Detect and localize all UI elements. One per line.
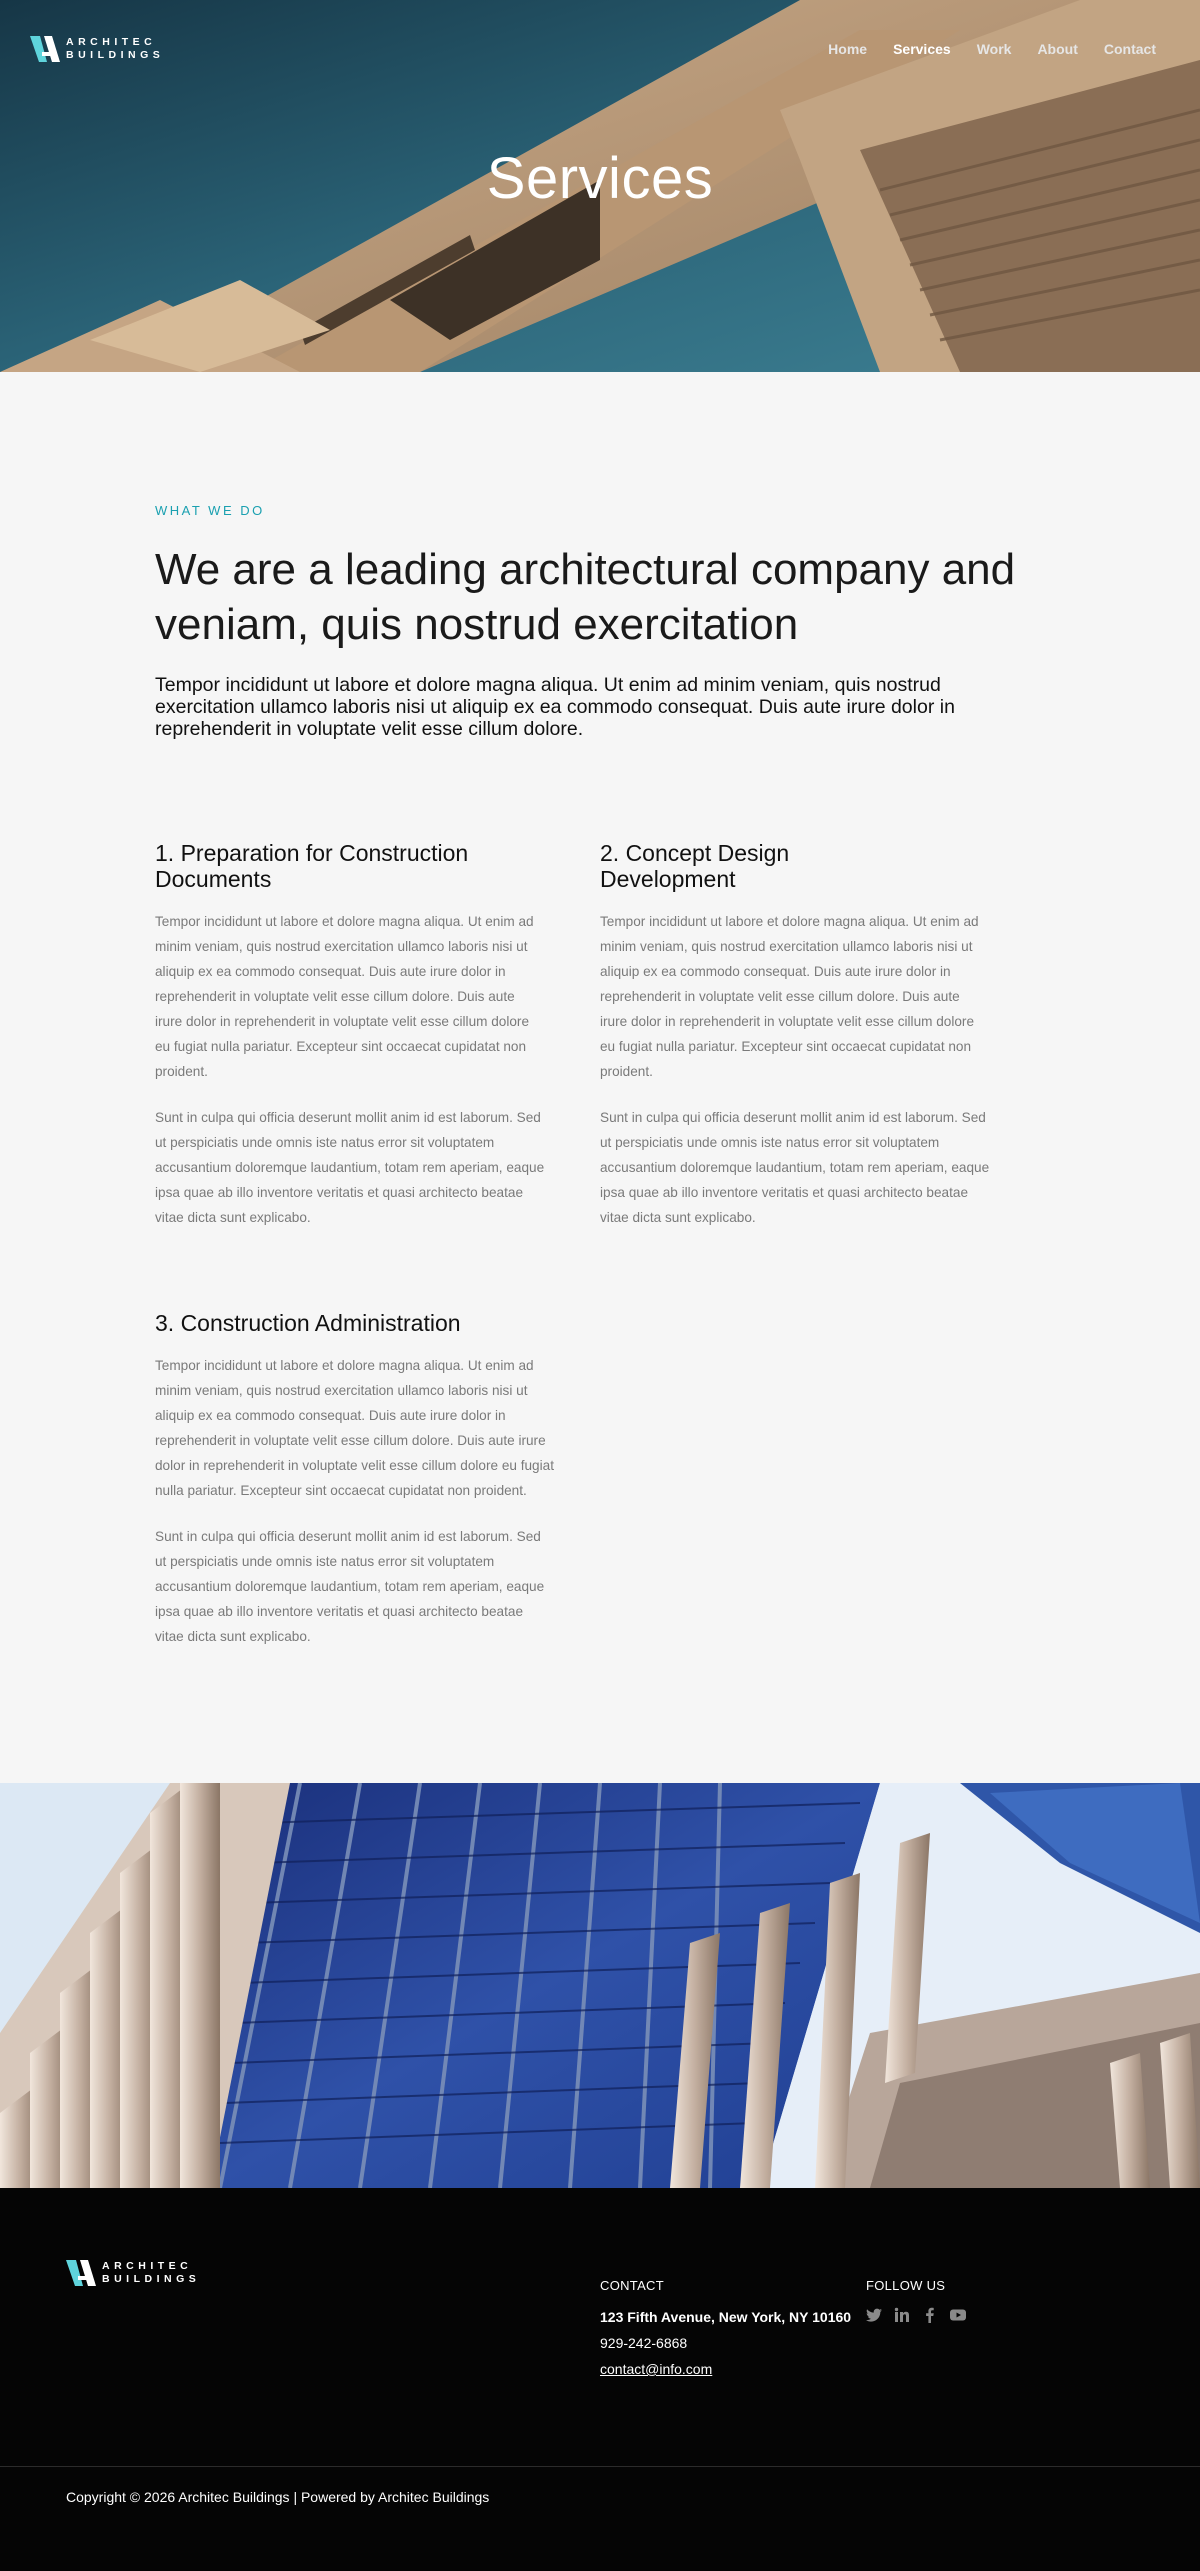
top-navigation (0, 0, 1200, 98)
nav-services[interactable]: Services (893, 41, 951, 57)
linkedin-icon[interactable] (894, 2307, 910, 2323)
logo-line-1: ARCHITEC (102, 2260, 193, 2272)
service-paragraph: Tempor incididunt ut labore et dolore magna aliqua. Ut enim ad minim veniam, quis nostrud exercitation ullamco laboris nisi ut aliquip ex ea commodo consequat. Duis aute irure dolor in reprehenderit in voluptate velit esse cillum dolore. Duis aute irure dolor in reprehenderit in voluptate velit esse cillum dolore eu fugiat nulla pariatur. Excepteur sint occaecat cupidatat non proident. (155, 914, 534, 1079)
service-item (155, 1310, 555, 1649)
logo-text (102, 2260, 200, 2286)
service-title (155, 840, 545, 892)
social-links (866, 2307, 966, 2323)
facebook-icon[interactable] (922, 2307, 938, 2323)
site-footer (0, 2188, 1200, 2571)
brand-logo[interactable] (30, 34, 164, 64)
hero-section (0, 0, 1200, 372)
building-image (0, 1783, 1200, 2188)
service-paragraph: Sunt in culpa qui officia deserunt mollit anim id est laborum. Sed ut perspiciatis unde omnis iste natus error sit voluptatem accusantium doloremque laudantium, totam rem aperiam, eaque ipsa quae ab illo inventore veritatis et quasi architecto beatae vitae dicta sunt explicabo. (155, 1529, 545, 1644)
logo-line-2: BUILDINGS (102, 2273, 201, 2285)
main-content (0, 372, 1200, 1783)
section-eyebrow: WHAT WE DO (155, 503, 265, 518)
footer-contact (600, 2278, 851, 2377)
logo-line-2: BUILDINGS (66, 49, 165, 61)
service-title (600, 840, 990, 892)
follow-heading: FOLLOW US (866, 2278, 946, 2293)
logo-text (66, 36, 164, 62)
service-title-line: Development (600, 866, 736, 892)
footer-logo[interactable] (66, 2258, 200, 2288)
section-headline: We are a leading architectural company and veniam, quis nostrud exercitation (155, 545, 1016, 649)
nav-work[interactable]: Work (976, 41, 1012, 57)
contact-email-link[interactable]: contact@info.com (600, 2361, 713, 2377)
footer-divider (0, 2466, 1200, 2467)
service-paragraph: Tempor incididunt ut labore et dolore magna aliqua. Ut enim ad minim veniam, quis nostrud exercitation ullamco laboris nisi ut aliquip ex ea commodo consequat. Duis aute irure dolor in reprehenderit in voluptate velit esse cillum dolore. Duis aute irure dolor in reprehenderit in voluptate velit esse cillum dolore eu fugiat nulla pariatur. Excepteur sint occaecat cupidatat non proident. (155, 1358, 554, 1498)
contact-heading: CONTACT (600, 2278, 664, 2293)
contact-address: 123 Fifth Avenue, New York, NY 10160 (600, 2309, 852, 2325)
nav-home[interactable]: Home (828, 41, 868, 57)
page-title: Services (486, 146, 714, 211)
logo-mark-icon (30, 34, 60, 64)
contact-phone[interactable]: 929-242-6868 (600, 2335, 688, 2351)
footer-follow (866, 2278, 966, 2323)
nav-about[interactable]: About (1037, 41, 1078, 57)
nav-links (828, 41, 1156, 57)
service-item (600, 840, 990, 1230)
logo-line-1: ARCHITEC (66, 36, 157, 48)
service-title-line: Documents (155, 866, 272, 892)
service-item (155, 840, 545, 1230)
service-title (155, 1310, 555, 1336)
logo-mark-icon (66, 2258, 96, 2288)
youtube-icon[interactable] (950, 2307, 966, 2323)
service-paragraph: Sunt in culpa qui officia deserunt mollit anim id est laborum. Sed ut perspiciatis unde omnis iste natus error sit voluptatem accusantium doloremque laudantium, totam rem aperiam, eaque ipsa quae ab illo inventore veritatis et quasi architecto beatae vitae dicta sunt explicabo. (600, 1110, 990, 1225)
copyright-text: Copyright © 2026 Architec Buildings | Powered by Architec Buildings (66, 2489, 490, 2505)
service-title-line: 3. Construction Administration (155, 1310, 461, 1336)
section-lead: Tempor incididunt ut labore et dolore magna aliqua. Ut enim ad minim veniam, quis nostrud exercitation ullamco laboris nisi ut aliquip ex ea commodo consequat. Duis aute irure dolor in reprehenderit in voluptate velit esse cillum dolore. (155, 674, 955, 740)
service-title-line: 1. Preparation for Construction (155, 840, 469, 866)
building-illustration (0, 1783, 1200, 2188)
twitter-icon[interactable] (866, 2307, 882, 2323)
service-title-line: 2. Concept Design (600, 840, 790, 866)
nav-contact[interactable]: Contact (1103, 41, 1156, 57)
service-paragraph: Sunt in culpa qui officia deserunt mollit anim id est laborum. Sed ut perspiciatis unde omnis iste natus error sit voluptatem accusantium doloremque laudantium, totam rem aperiam, eaque ipsa quae ab illo inventore veritatis et quasi architecto beatae vitae dicta sunt explicabo. (155, 1110, 545, 1225)
services-list (155, 840, 1200, 1660)
service-paragraph: Tempor incididunt ut labore et dolore magna aliqua. Ut enim ad minim veniam, quis nostrud exercitation ullamco laboris nisi ut aliquip ex ea commodo consequat. Duis aute irure dolor in reprehenderit in voluptate velit esse cillum dolore. Duis aute irure dolor in reprehenderit in voluptate velit esse cillum dolore eu fugiat nulla pariatur. Excepteur sint occaecat cupidatat non proident. (600, 914, 979, 1079)
